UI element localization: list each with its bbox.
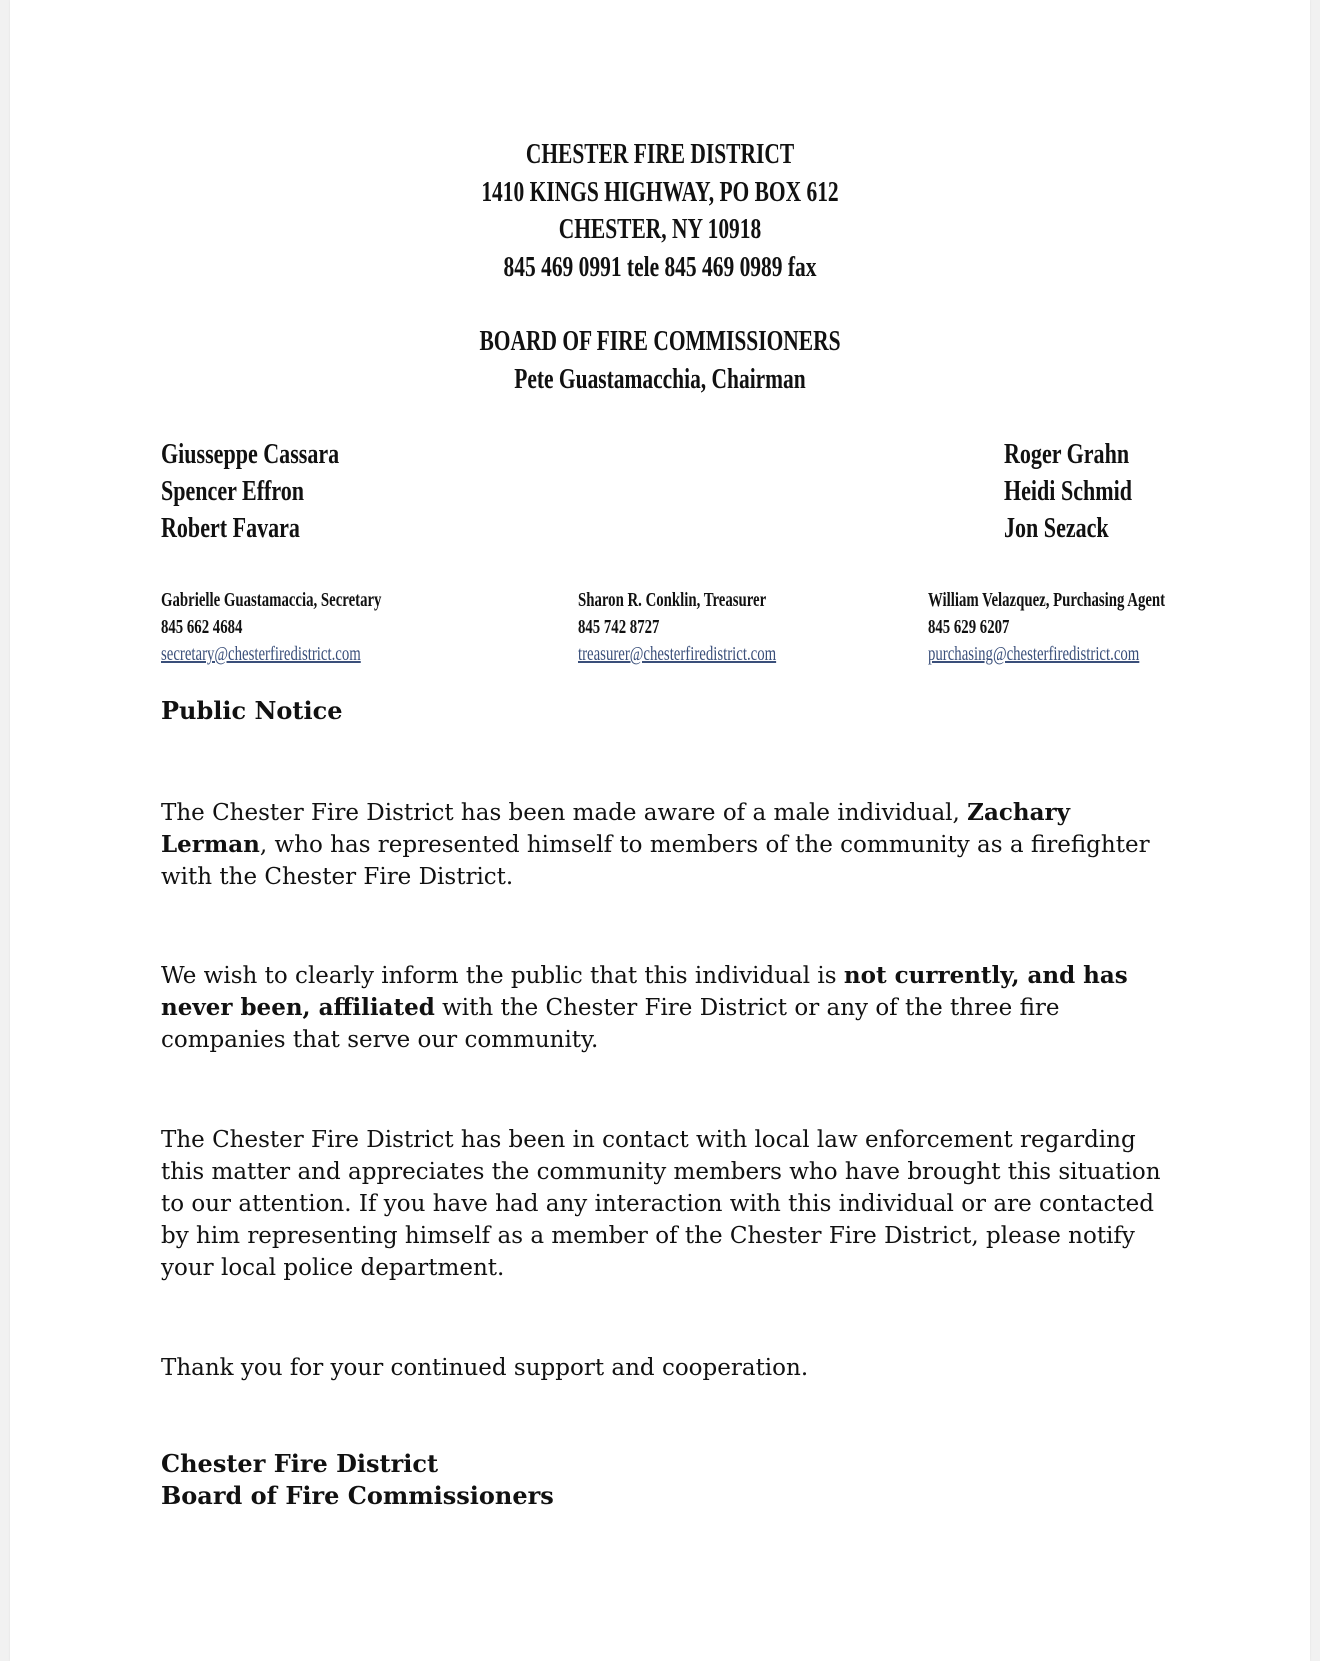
affiliation-statement: not currently, and has never been, affiliated <box>161 962 1128 1021</box>
board-title: BOARD OF FIRE COMMISSIONERS <box>479 325 841 357</box>
p1-text-c: , who has represented himself to members of the community as a firefighter with the Chester Fire District. <box>161 832 1150 890</box>
notice-paragraph-3: The Chester Fire District has been in contact with local law enforcement regarding this matter and appreciates the community members who have brought this situation to our attention. If you have had any interaction with this individual or are contacted by him representing himself as a member of the Chester Fire District, please notify your local police department. <box>161 1127 1161 1281</box>
officer-secretary <box>161 587 459 668</box>
officer-phone: 845 629 6207 <box>928 616 1010 638</box>
org-name: CHESTER FIRE DISTRICT <box>525 138 795 170</box>
named-individual: Zachary Lerman <box>161 799 1070 858</box>
secretary-email-link[interactable]: secretary@chesterfiredistrict.com <box>161 643 361 665</box>
notice-paragraph-1 <box>161 797 1161 893</box>
officer-treasurer <box>578 587 846 668</box>
city-line: CHESTER, NY 10918 <box>558 213 762 245</box>
signature-line-1: Chester Fire District <box>161 1449 439 1478</box>
commissioners-left <box>161 436 395 547</box>
commissioners-right <box>1004 436 1172 547</box>
commissioner-name: Roger Grahn <box>1004 438 1130 470</box>
notice-paragraph-2 <box>161 960 1161 1056</box>
p2-text-a: We wish to clearly inform the public that this individual is <box>161 963 844 989</box>
officer-title: Gabrielle Guastamaccia, Secretary <box>161 589 382 611</box>
address-line: 1410 KINGS HIGHWAY, PO BOX 612 <box>481 175 839 208</box>
officer-title: William Velazquez, Purchasing Agent <box>928 589 1166 611</box>
p2-text-c: with the Chester Fire District or any of the three fire companies that serve our community. <box>161 995 1060 1053</box>
officer-purchasing-agent <box>928 587 1248 668</box>
officer-phone: 845 662 4684 <box>161 616 243 638</box>
p1-text-a: The Chester Fire District has been made aware of a male individual, <box>161 800 968 826</box>
commissioner-name: Robert Favara <box>161 512 300 544</box>
purchasing-email-link[interactable]: purchasing@chesterfiredistrict.com <box>928 643 1140 665</box>
signature-block <box>161 1448 554 1512</box>
commissioner-name: Spencer Effron <box>161 475 305 507</box>
treasurer-email-link[interactable]: treasurer@chesterfiredistrict.com <box>578 643 777 665</box>
board-header <box>0 323 1320 398</box>
officer-title: Sharon R. Conklin, Treasurer <box>578 589 767 611</box>
notice-paragraph-4: Thank you for your continued support and cooperation. <box>161 1355 809 1381</box>
notice-heading: Public Notice <box>161 696 343 725</box>
commissioner-name: Jon Sezack <box>1004 512 1109 544</box>
commissioner-name: Heidi Schmid <box>1004 475 1132 507</box>
commissioner-name: Giusseppe Cassara <box>161 438 340 470</box>
chairman: Pete Guastamacchia, Chairman <box>514 362 806 395</box>
signature-line-2: Board of Fire Commissioners <box>161 1481 554 1510</box>
phone-fax-line: 845 469 0991 tele 845 469 0989 fax <box>503 250 817 283</box>
letterhead <box>0 136 1320 286</box>
officer-phone: 845 742 8727 <box>578 616 660 638</box>
